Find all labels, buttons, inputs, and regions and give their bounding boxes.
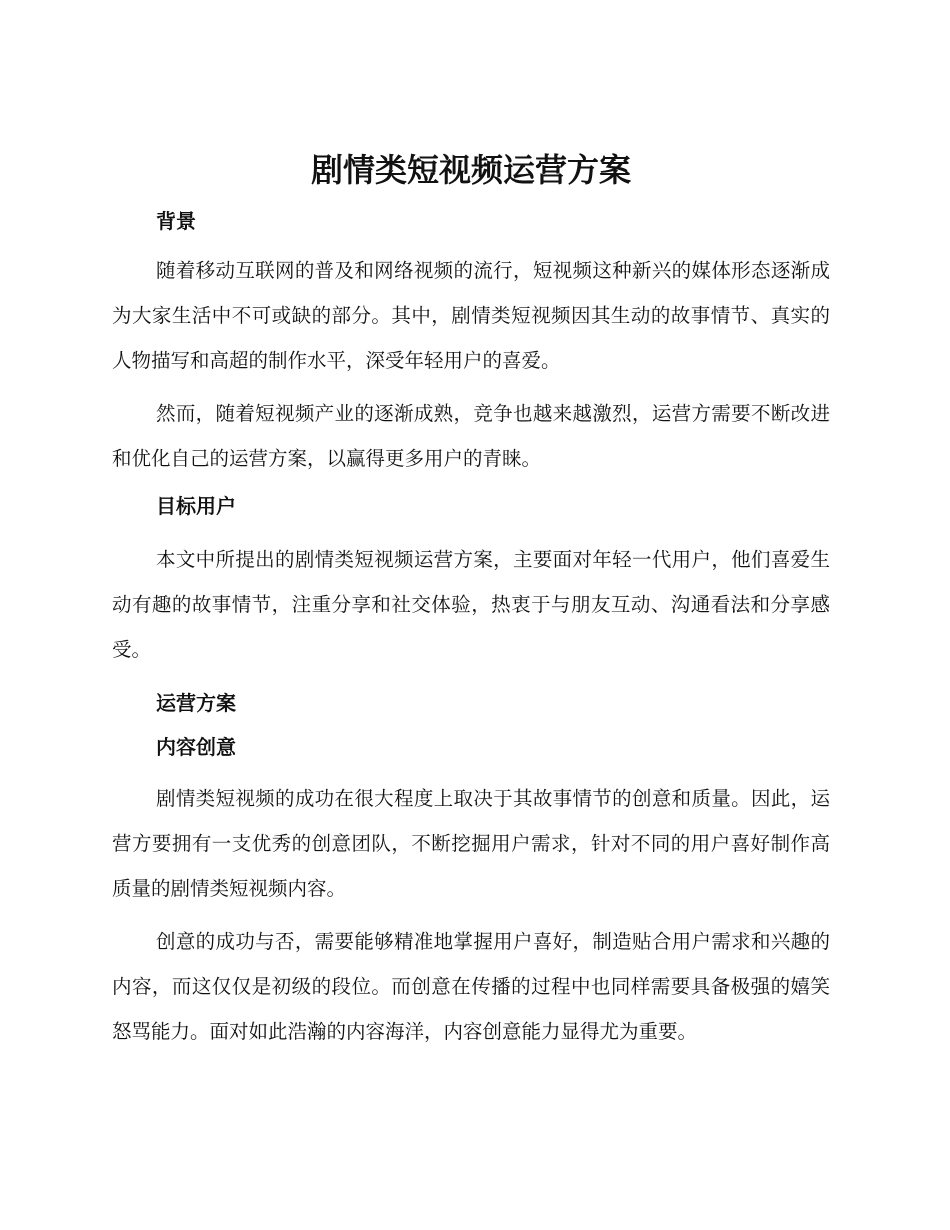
paragraph-target-users: 本文中所提出的剧情类短视频运营方案，主要面对年轻一代用户，他们喜爱生动有趣的故事情节，注重分享和社交体验，热衷于与朋友互动、沟通看法和分享感受。 <box>112 548 830 661</box>
paragraph-content-creativity-1: 剧情类短视频的成功在很大程度上取决于其故事情节的创意和质量。因此，运营方要拥有一支优秀的创意团队，不断挖掘用户需求，针对不同的用户喜好制作高质量的剧情类短视频内容。 <box>112 787 830 900</box>
section-heading-background: 背景 <box>156 209 196 233</box>
document-page <box>112 146 830 1054</box>
document-title: 剧情类短视频运营方案 <box>310 151 631 189</box>
paragraph-background-2: 然而，随着短视频产业的逐渐成熟，竞争也越来越激烈，运营方需要不断改进和优化自己的运营方案，以赢得更多用户的青睐。 <box>112 402 830 470</box>
section-heading-target-users: 目标用户 <box>156 494 236 518</box>
section-heading-operation-plan: 运营方案 <box>156 691 236 715</box>
section-heading-content-creativity: 内容创意 <box>156 735 236 759</box>
paragraph-background-1: 随着移动互联网的普及和网络视频的流行，短视频这种新兴的媒体形态逐渐成为大家生活中不可或缺的部分。其中，剧情类短视频因其生动的故事情节、真实的人物描写和高超的制作水平，深受年轻用户的喜爱。 <box>112 259 830 372</box>
paragraph-content-creativity-2: 创意的成功与否，需要能够精准地掌握用户喜好，制造贴合用户需求和兴趣的内容，而这仅仅是初级的段位。而创意在传播的过程中也同样需要具备极强的嬉笑怒骂能力。面对如此浩瀚的内容海洋，内容创意能力显得尤为重要。 <box>112 930 830 1043</box>
